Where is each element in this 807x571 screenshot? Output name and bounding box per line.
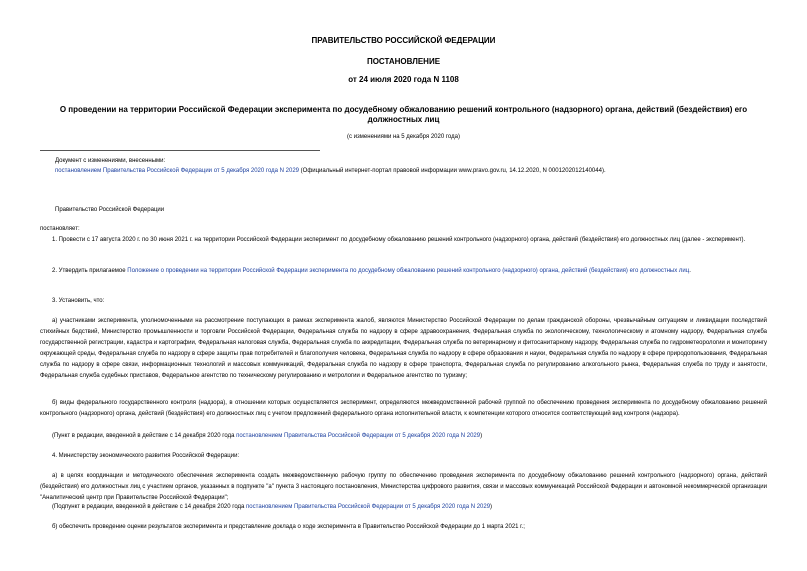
paragraph-3b-note: [40, 431, 767, 442]
note-suffix: ): [480, 433, 483, 439]
note-link[interactable]: постановлением Правительства Российской Федерации от 5 декабря 2020 года N 2029: [246, 504, 491, 510]
paragraph-2-link[interactable]: Положение о проведении на территории Российской Федерации эксперимента по досудебному обжалованию решений контрольного (надзорного) органа, действий (бездействия) его должностных лиц: [127, 268, 690, 274]
paragraph-3a: а) участниками эксперимента, уполномоченными на рассмотрение поступающих в рамках эксперимента жалоб, являются Министерство Российской Федерации по делам гражданской обороны, чрезвычайным ситуациям и ликвидации последствий стихийных бедствий, Министерство промышленности и торговли Российской Федерации, Федеральная служба по надзору в сфере здравоохранения, Федеральная служба по экологическому, технологическому и атомному надзору, Федеральная служба государственной регистрации, кадастра и картографии, Федеральная налоговая служба, Федеральная служба по аккредитации, Федеральная служба по ветеринарному и фитосанитарному надзору, Федеральная служба по гидрометеорологии и мониторингу окружающей среды, Федеральная служба по надзору в сфере защиты прав потребителей и благополучия человека, Федеральная служба по надзору в сфере образования и науки, Федеральная служба по надзору в сфере природопользования, Федеральная служба по надзору в сфере связи, информационных технологий и массовых коммуникаций, Федеральная служба по надзору в сфере транспорта, Федеральная служба по регулированию алкогольного рынка, Федеральная служба по труду и занятости, Федеральная служба судебных приставов, Федеральное агентство по техническому регулированию и метрологии и Федеральное агентство по туризму;: [40, 318, 767, 379]
history-label: Документ с изменениями, внесенными:: [55, 158, 166, 164]
paragraph-4a: а) в целях координации и методического обеспечения эксперимента создать межведомственную рабочую группу по обеспечению проведения эксперимента по досудебному обжалованию решений контрольного (надзорного) органа, действий (бездействия) его должностных лиц с участием органов, указанных в подпункте "а" пункта 3 настоящего постановления, Министерства цифрового развития, связи и массовых коммуникаций Российской Федерации и автономной некоммерческой организации "Аналитический центр при Правительстве Российской Федерации";: [40, 473, 767, 501]
note-prefix: (Подпункт в редакции, введенной в действие с 14 декабря 2020 года: [52, 504, 245, 510]
paragraph-1: 1. Провести с 17 августа 2020 г. по 30 июня 2021 г. на территории Российской Федерации эксперимент по досудебному обжалованию решений контрольного (надзорного) органа, действий (бездействия) его должностных лиц (далее - эксперимент).: [52, 237, 746, 243]
paragraph-2-suffix: .: [689, 268, 691, 274]
government-heading: ПРАВИТЕЛЬСТВО РОССИЙСКОЙ ФЕДЕРАЦИИ: [311, 36, 496, 45]
document-title: О проведении на территории Российской Федерации эксперимента по досудебному обжалованию решений контрольного (надзорного) органа, действий (бездействия) его должностных лиц: [59, 105, 748, 124]
paragraph-3: 3. Установить, что:: [52, 298, 105, 304]
issuer: Правительство Российской Федерации: [55, 207, 165, 213]
note-link[interactable]: постановлением Правительства Российской Федерации от 5 декабря 2020 года N 2029: [236, 433, 481, 439]
revision-note: (с изменениями на 5 декабря 2020 года): [347, 134, 460, 140]
paragraph-4a-note: [40, 502, 767, 513]
paragraph-2-prefix: 2. Утвердить прилагаемое: [52, 268, 126, 274]
divider: [40, 150, 320, 151]
paragraph-2: [40, 266, 767, 277]
history-link[interactable]: постановлением Правительства Российской Федерации от 5 декабря 2020 года N 2029: [55, 168, 299, 174]
paragraph-4b: б) обеспечить проведение оценки результатов эксперимента и представление доклада о ходе эксперимента в Правительство Российской Федерации до 1 марта 2021 г.;: [52, 524, 525, 530]
history-line: [55, 166, 775, 176]
paragraph-4: 4. Министерству экономического развития Российской Федерации:: [52, 453, 240, 459]
date-number-heading: от 24 июля 2020 года N 1108: [348, 75, 459, 84]
history-block: [55, 156, 775, 176]
paragraph-3b: б) виды федерального государственного контроля (надзора), в отношении которых осуществляется эксперимент, определяются межведомственной рабочей группой по обеспечению проведения эксперимента по досудебному обжалованию решений контрольного (надзорного) органа, действий (бездействия) его должностных лиц с учетом предложений федерального органа исполнительной власти, к компетенции которого относится соответствующий вид контроля (надзора).: [40, 400, 767, 417]
note-suffix: ): [490, 504, 493, 510]
doc-type-heading: ПОСТАНОВЛЕНИЕ: [366, 57, 441, 66]
note-prefix: (Пункт в редакции, введенной в действие с 14 декабря 2020 года: [52, 433, 235, 439]
history-source: (Официальный интернет-портал правовой информации www.pravo.gov.ru, 14.12.2020, N 0001202012140044).: [300, 168, 606, 174]
resolves-text: постановляет:: [40, 226, 80, 232]
